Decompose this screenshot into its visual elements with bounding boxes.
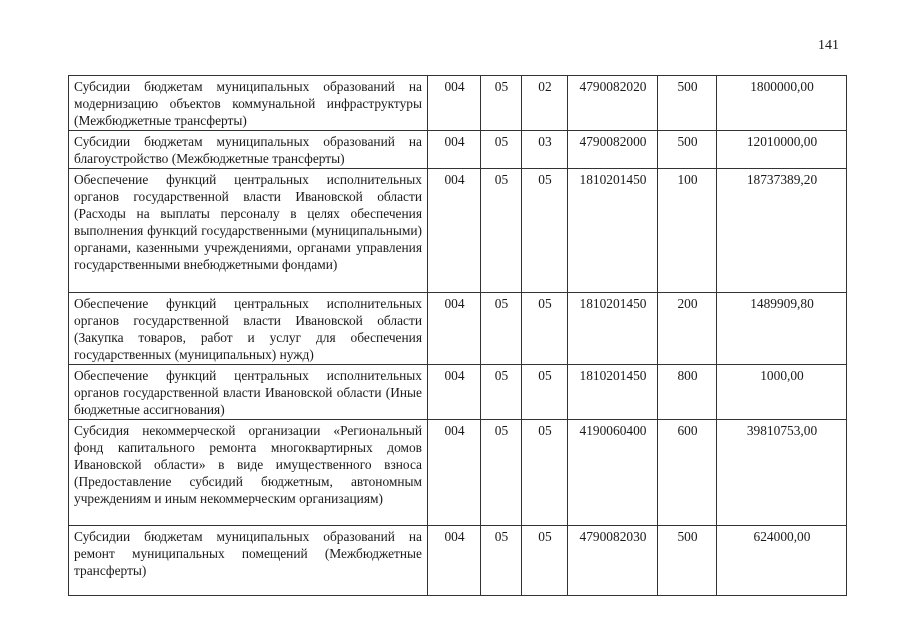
row-description: Обеспечение функций центральных исполнительных органов государственной власти Ивановской области (Закупка товаров, работ и услуг для обеспечения государственных (муниципальных) нужд) (69, 293, 428, 365)
subsection-code: 05 (522, 365, 568, 420)
table-row (69, 293, 847, 365)
row-description: Субсидия некоммерческой организации «Региональный фонд капитального ремонта многоквартирных домов Ивановской области» в виде имущественного взноса (Предоставление субсидий бюджетным, автономным учреждениям и иным некоммерческим организациям) (69, 420, 428, 526)
table-row (69, 526, 847, 596)
section-code: 05 (481, 420, 522, 526)
target-article-code: 4790082030 (568, 526, 658, 596)
amount: 1800000,00 (717, 76, 847, 131)
target-article-code: 4790082020 (568, 76, 658, 131)
row-description: Субсидии бюджетам муниципальных образований на благоустройство (Межбюджетные трансферты) (69, 131, 428, 169)
row-description: Обеспечение функций центральных исполнительных органов государственной власти Ивановской области (Иные бюджетные ассигнования) (69, 365, 428, 420)
expense-type-code: 500 (658, 76, 717, 131)
expense-type-code: 500 (658, 131, 717, 169)
table-row (69, 131, 847, 169)
expense-type-code: 200 (658, 293, 717, 365)
table-row (69, 76, 847, 131)
target-article-code: 1810201450 (568, 169, 658, 293)
ministry-code: 004 (428, 526, 481, 596)
budget-table (68, 75, 847, 596)
ministry-code: 004 (428, 169, 481, 293)
target-article-code: 1810201450 (568, 293, 658, 365)
section-code: 05 (481, 293, 522, 365)
section-code: 05 (481, 365, 522, 420)
ministry-code: 004 (428, 131, 481, 169)
row-description: Субсидии бюджетам муниципальных образований на ремонт муниципальных помещений (Межбюджетные трансферты) (69, 526, 428, 596)
expense-type-code: 500 (658, 526, 717, 596)
amount: 1000,00 (717, 365, 847, 420)
expense-type-code: 800 (658, 365, 717, 420)
amount: 18737389,20 (717, 169, 847, 293)
subsection-code: 05 (522, 420, 568, 526)
ministry-code: 004 (428, 76, 481, 131)
section-code: 05 (481, 76, 522, 131)
table-row (69, 365, 847, 420)
amount: 39810753,00 (717, 420, 847, 526)
expense-type-code: 100 (658, 169, 717, 293)
target-article-code: 1810201450 (568, 365, 658, 420)
row-description: Субсидии бюджетам муниципальных образований на модернизацию объектов коммунальной инфраструктуры (Межбюджетные трансферты) (69, 76, 428, 131)
table-row (69, 169, 847, 293)
target-article-code: 4790082000 (568, 131, 658, 169)
table-row (69, 420, 847, 526)
subsection-code: 05 (522, 293, 568, 365)
subsection-code: 05 (522, 526, 568, 596)
subsection-code: 02 (522, 76, 568, 131)
ministry-code: 004 (428, 420, 481, 526)
amount: 1489909,80 (717, 293, 847, 365)
section-code: 05 (481, 526, 522, 596)
ministry-code: 004 (428, 365, 481, 420)
section-code: 05 (481, 131, 522, 169)
row-description: Обеспечение функций центральных исполнительных органов государственной власти Ивановской области (Расходы на выплаты персоналу в целях обеспечения выполнения функций государственными (муниципальными) органами, казенными учреждениями, органами управления государственными внебюджетными фондами) (69, 169, 428, 293)
subsection-code: 05 (522, 169, 568, 293)
amount: 12010000,00 (717, 131, 847, 169)
ministry-code: 004 (428, 293, 481, 365)
target-article-code: 4190060400 (568, 420, 658, 526)
section-code: 05 (481, 169, 522, 293)
page-number: 141 (818, 38, 839, 53)
subsection-code: 03 (522, 131, 568, 169)
amount: 624000,00 (717, 526, 847, 596)
expense-type-code: 600 (658, 420, 717, 526)
